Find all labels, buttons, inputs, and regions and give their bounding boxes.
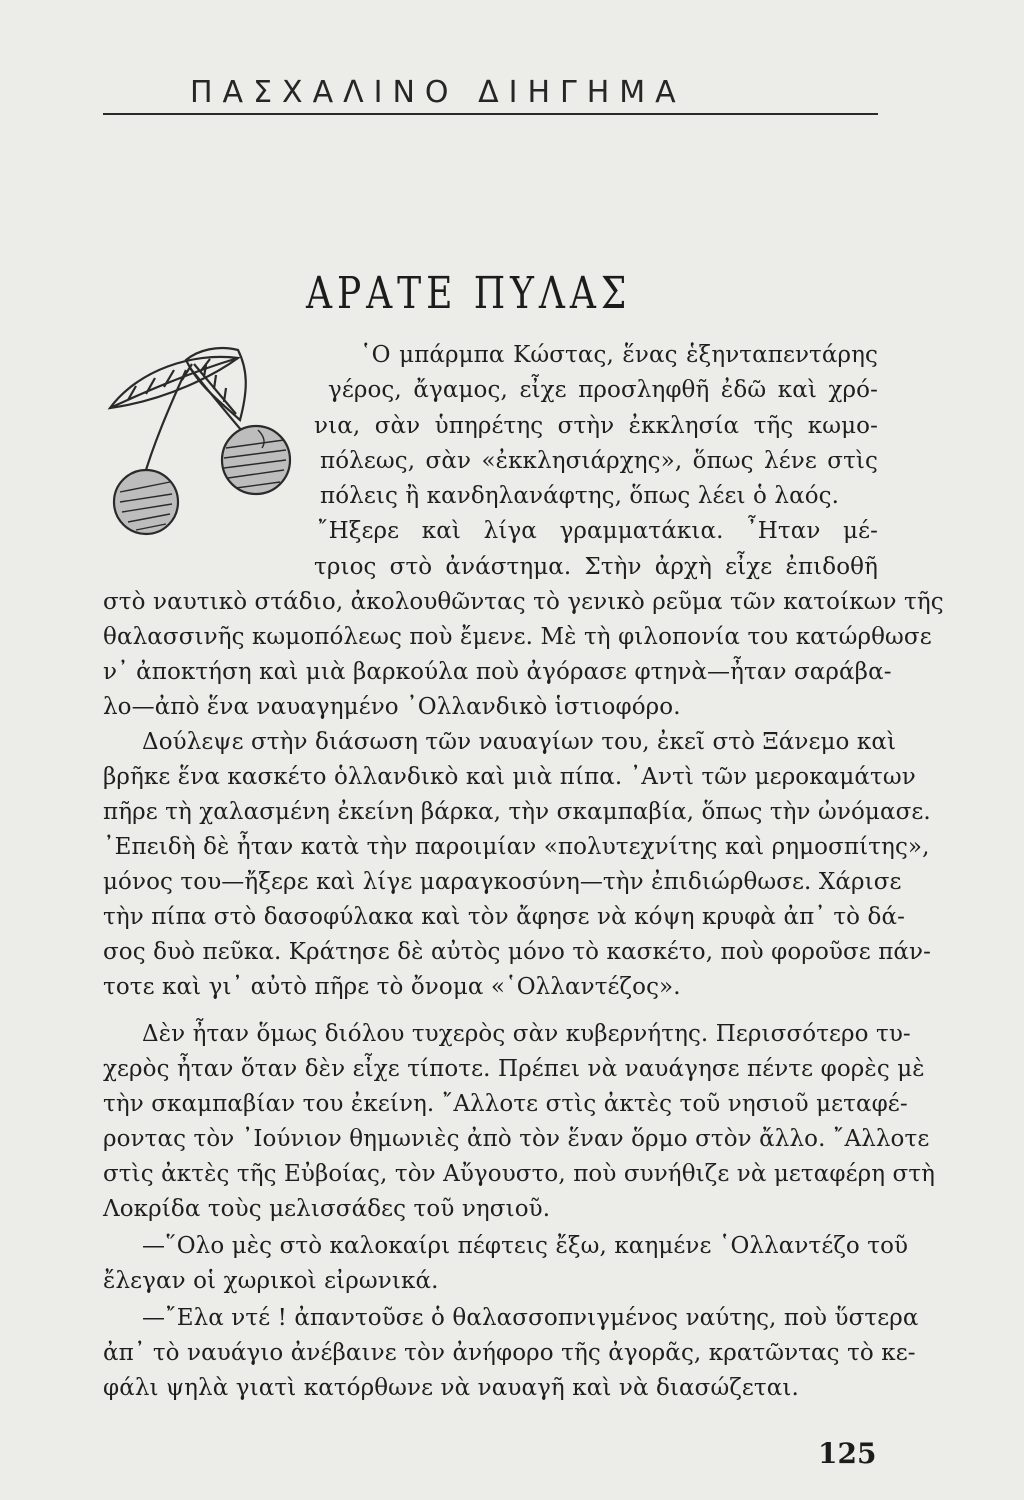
text-line: Δὲν ἦταν ὅμως διόλου τυχερὸς σὰν κυβερνήτης. Περισσότερο τυ- bbox=[142, 1021, 911, 1047]
text-line: ᾿Επειδὴ δὲ ἦταν κατὰ τὴν παροιμίαν «πολυτεχνίτης καὶ ρημοσπίτης», bbox=[103, 834, 930, 860]
text-line: στὶς ἀκτὲς τῆς Εὐβοίας, τὸν Αὔγουστο, ποὺ συνήθιζε νὰ μεταφέρη στὴ bbox=[103, 1161, 936, 1187]
cherries-icon bbox=[98, 330, 308, 540]
text-line: τριος στὸ ἀνάστημα. Στὴν ἀρχὴ εἶχε ἐπιδοθῆ bbox=[314, 554, 878, 580]
text-line: θαλασσινῆς κωμοπόλεως ποὺ ἔμενε. Μὲ τὴ φιλοπονία του κατώρθωσε bbox=[103, 624, 932, 650]
story-title: ΑΡΑΤΕ ΠΥΛΑΣ bbox=[306, 268, 632, 319]
text-line: ἀπ᾿ τὸ ναυάγιο ἀνέβαινε τὸν ἀνήφορο τῆς ἀγορᾶς, κρατῶντας τὸ κε- bbox=[103, 1340, 916, 1366]
text-line: ν᾿ ἀποκτήση καὶ μιὰ βαρκούλα ποὺ ἀγόρασε φτηνὰ—ἦταν σαράβα- bbox=[103, 659, 892, 685]
text-line: γέρος, ἄγαμος, εἶχε προσληφθῆ ἐδῶ καὶ χρό- bbox=[328, 377, 878, 403]
page-number: 125 bbox=[818, 1437, 877, 1470]
text-line: ῎Ηξερε καὶ λίγα γραμματάκια. ῏Ηταν μέ- bbox=[317, 518, 878, 544]
text-line: μόνος του—ἤξερε καὶ λίγε μαραγκοσύνη—τὴν ἐπιδιώρθωσε. Χάρισε bbox=[103, 869, 902, 895]
text-line: ῾Ο μπάρμπα Κώστας, ἕνας ἑξηνταπεντάρης bbox=[360, 342, 878, 368]
text-line: Λοκρίδα τοὺς μελισσάδες τοῦ νησιοῦ. bbox=[103, 1196, 551, 1222]
text-line: Δούλεψε στὴν διάσωση τῶν ναυαγίων του, ἐκεῖ στὸ Ξάνεμο καὶ bbox=[142, 729, 897, 755]
text-line: πόλεις ἢ κανδηλανάφτης, ὅπως λέει ὁ λαός. bbox=[320, 483, 840, 509]
section-header: ΠΑΣΧΑΛΙΝΟ ΔΙΗΓΗΜΑ bbox=[190, 75, 686, 110]
text-line: σος δυὸ πεῦκα. Κράτησε δὲ αὐτὸς μόνο τὸ κασκέτο, ποὺ φοροῦσε πάν- bbox=[103, 939, 932, 965]
text-line: φάλι ψηλὰ γιατὶ κατόρθωνε νὰ ναυαγῆ καὶ νὰ διασώζεται. bbox=[103, 1375, 799, 1401]
text-line: πόλεως, σὰν «ἐκκλησιάρχης», ὅπως λένε στὶς bbox=[320, 448, 878, 474]
text-line: ροντας τὸν ᾿Ιούνιον θημωνιὲς ἀπὸ τὸν ἕναν ὅρμο στὸν ἄλλο. ῎Αλλοτε bbox=[103, 1126, 930, 1152]
text-line: πῆρε τὴ χαλασμένη ἐκείνη βάρκα, τὴν σκαμπαβία, ὅπως τὴν ὠνόμασε. bbox=[103, 799, 931, 825]
text-line: βρῆκε ἕνα κασκέτο ὁλλανδικὸ καὶ μιὰ πίπα. ᾿Αντὶ τῶν μεροκαμάτων bbox=[103, 764, 916, 790]
text-line: —῞Ολο μὲς στὸ καλοκαίρι πέφτεις ἔξω, καημένε ῾Ολλαντέζο τοῦ bbox=[142, 1233, 909, 1259]
text-line: —῎Ελα ντέ ! ἀπαντοῦσε ὁ θαλασσοπνιγμένος ναύτης, ποὺ ὕστερα bbox=[142, 1305, 919, 1331]
text-line: τὴν πίπα στὸ δασοφύλακα καὶ τὸν ἄφησε νὰ κόψη κρυφὰ ἀπ᾿ τὸ δά- bbox=[103, 904, 905, 930]
text-line: νια, σὰν ὑπηρέτης στὴν ἐκκλησία τῆς κωμο- bbox=[314, 413, 878, 439]
header-rule bbox=[103, 113, 878, 115]
text-line: στὸ ναυτικὸ στάδιο, ἀκολουθῶντας τὸ γενικὸ ρεῦμα τῶν κατοίκων τῆς bbox=[103, 589, 944, 615]
text-line: ἔλεγαν οἱ χωρικοὶ εἰρωνικά. bbox=[103, 1268, 439, 1294]
text-line: χερὸς ἦταν ὅταν δὲν εἶχε τίποτε. Πρέπει νὰ ναυάγησε πέντε φορὲς μὲ bbox=[103, 1056, 925, 1082]
text-line: τὴν σκαμπαβίαν του ἐκείνη. ῎Αλλοτε στὶς ἀκτὲς τοῦ νησιοῦ μεταφέ- bbox=[103, 1091, 908, 1117]
text-line: τοτε καὶ γι᾿ αὐτὸ πῆρε τὸ ὄνομα «῾Ολλαντέζος». bbox=[103, 974, 681, 1000]
text-line: λο—ἀπὸ ἕνα ναυαγημένο ᾿Ολλανδικὸ ἱστιοφόρο. bbox=[103, 694, 681, 720]
